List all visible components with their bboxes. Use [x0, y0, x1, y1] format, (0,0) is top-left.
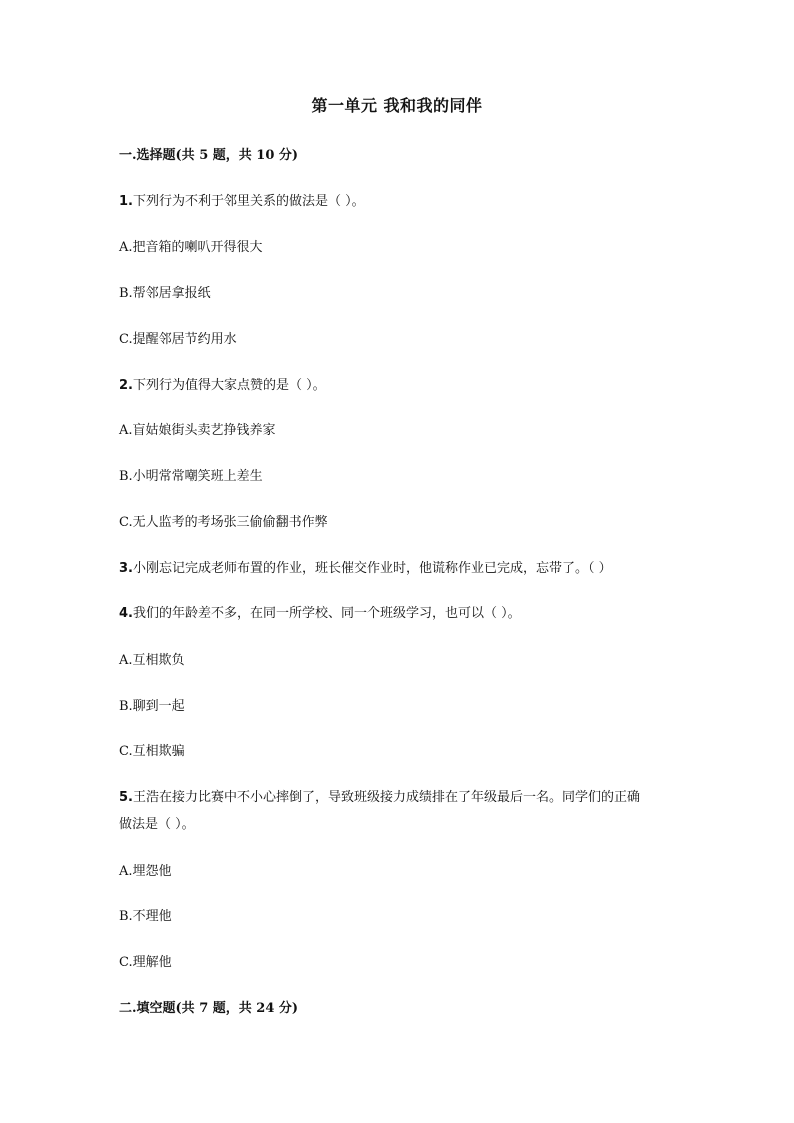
question-5 [119, 788, 679, 808]
option-1b: B.帮邻居拿报纸 [119, 286, 211, 301]
option-5c: C.理解他 [119, 955, 172, 970]
question-text: 我们的年龄差不多，在同一所学校、同一个班级学习，也可以（ ）。 [132, 606, 521, 621]
page-title: 第一单元 我和我的同伴 [311, 96, 483, 115]
section-heading-choice: 一.选择题(共 5 题，共 10 分) [119, 148, 299, 163]
question-number: 2. [119, 378, 133, 393]
option-5a: A.埋怨他 [119, 864, 172, 879]
question-number: 5. [119, 790, 133, 805]
question-1 [119, 192, 679, 212]
question-text-line1: 王浩在接力比赛中不小心摔倒了，导致班级接力成绩排在了年级最后一名。同学们的正确 [132, 790, 640, 805]
question-text: 下列行为不利于邻里关系的做法是（ ）。 [132, 194, 365, 209]
option-1c: C.提醒邻居节约用水 [119, 332, 237, 347]
option-2c: C.无人监考的考场张三偷偷翻书作弊 [119, 515, 328, 530]
option-4c: C.互相欺骗 [119, 744, 185, 759]
question-text: 下列行为值得大家点赞的是（ ）。 [132, 378, 326, 393]
question-number: 1. [119, 194, 133, 209]
option-1a: A.把音箱的喇叭开得很大 [119, 240, 263, 255]
question-number: 4. [119, 606, 133, 621]
option-2b: B.小明常常嘲笑班上差生 [119, 469, 263, 484]
question-4 [119, 604, 679, 624]
option-2a: A.盲姑娘街头卖艺挣钱养家 [119, 423, 276, 438]
question-number: 3. [119, 561, 133, 576]
question-text: 小刚忘记完成老师布置的作业，班长催交作业时，他谎称作业已完成，忘带了。（ ） [132, 561, 612, 576]
question-2 [119, 376, 679, 396]
option-4b: B.聊到一起 [119, 699, 185, 714]
question-5-continued: 做法是（ ）。 [119, 817, 195, 832]
option-4a: A.互相欺负 [119, 653, 185, 668]
question-3 [119, 559, 679, 579]
option-5b: B.不理他 [119, 909, 172, 924]
section-heading-fill-in: 二.填空题(共 7 题，共 24 分) [119, 1001, 299, 1016]
